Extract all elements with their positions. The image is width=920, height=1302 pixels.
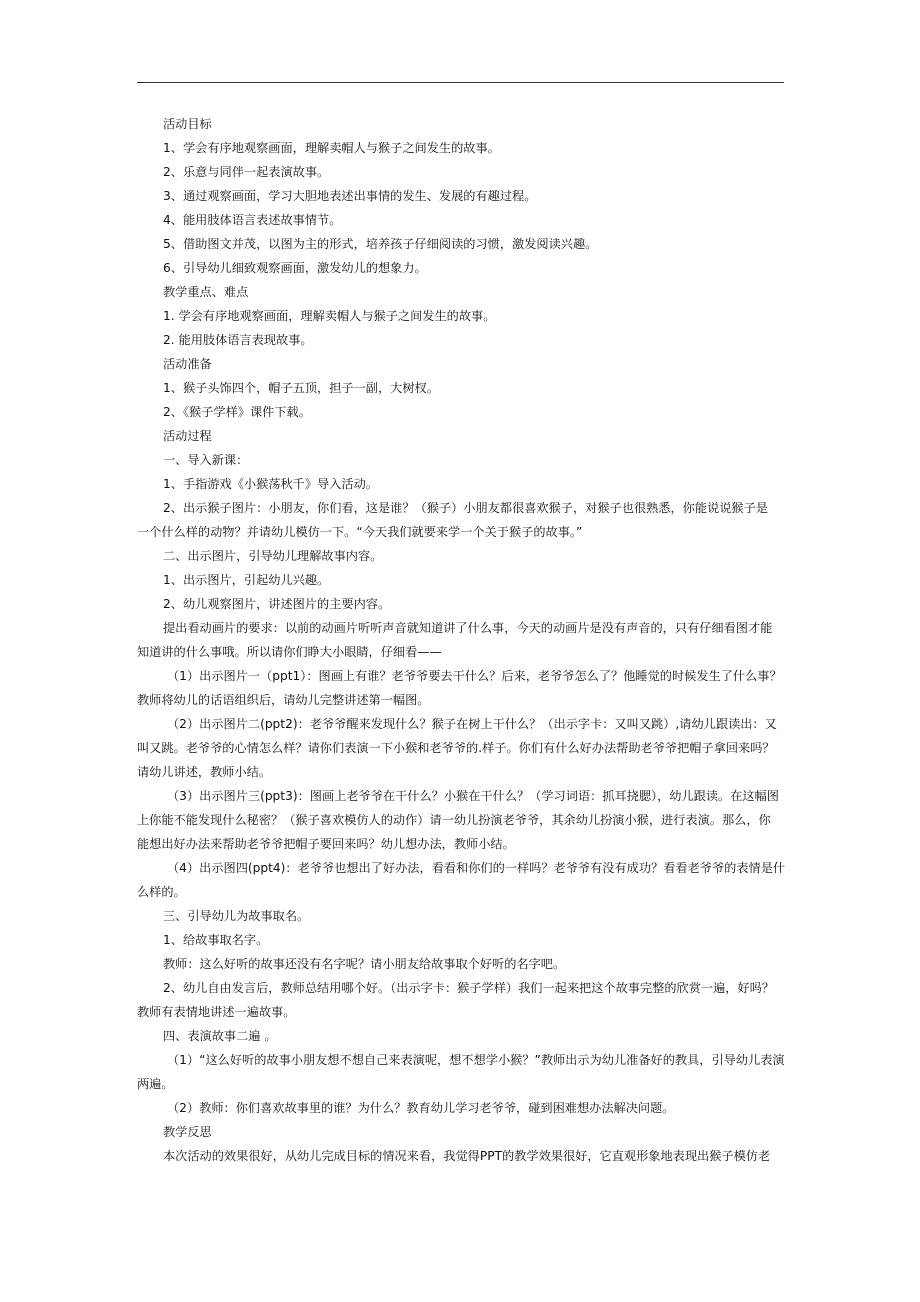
text-line: 活动目标: [163, 117, 212, 131]
text-line: 教学反思: [163, 1125, 212, 1139]
text-line: 四、表演故事二遍 。: [163, 1029, 277, 1043]
text-line: （1）出示图片一（ppt1）：图画上有谁？老爷爷要去干什么？后来，老爷爷怎么了？他睡觉的时候发生了什么事？: [167, 669, 782, 683]
text-line: 活动过程: [163, 429, 212, 443]
text-line: 1、手指游戏《小猴荡秋千》导入活动。: [163, 477, 378, 491]
text-line: 2、乐意与同伴一起表演故事。: [163, 165, 330, 179]
text-line: 3、通过观察画面，学习大胆地表述出事情的发生、发展的有趣过程。: [163, 189, 537, 203]
text-line: 1、学会有序地观察画面，理解卖帽人与猴子之间发生的故事。: [163, 141, 500, 155]
text-line: 两遍。: [137, 1077, 174, 1091]
text-line: （1）“这么好听的故事小朋友想不想自己来表演呢，想不想学小猴？”教师出示为幼儿准备好的教具，引导幼儿表演: [167, 1053, 785, 1067]
text-line: 1. 学会有序地观察画面，理解卖帽人与猴子之间发生的故事。: [163, 309, 496, 323]
text-line: 教师将幼儿的话语组织后，请幼儿完整讲述第一幅图。: [137, 693, 430, 707]
text-line: 能想出好办法来帮助老爷爷把帽子要回来吗？幼儿想办法，教师小结。: [137, 837, 515, 851]
text-line: 2、幼儿观察图片，讲述图片的主要内容。: [163, 597, 391, 611]
text-line: 叫又跳。老爷爷的心情怎么样？请你们表演一下小猴和老爷爷的.样子。你们有什么好办法帮助老爷爷把帽子拿回来吗？: [137, 741, 775, 755]
text-line: 知道讲的什么事哦。所以请你们睁大小眼睛，仔细看——: [137, 645, 442, 659]
text-line: 提出看动画片的要求：以前的动画片听听声音就知道讲了什么事，今天的动画片是没有声音的，只有仔细看图才能: [163, 621, 773, 635]
text-line: 么样的。: [137, 885, 186, 899]
text-line: （2）教师：你们喜欢故事里的谁？为什么？教育幼儿学习老爷爷，碰到困难想办法解决问题。: [167, 1101, 675, 1115]
text-line: 本次活动的效果很好，从幼儿完成目标的情况来看，我觉得PPT的教学效果很好，它直观形象地表现出猴子模仿老: [163, 1149, 771, 1163]
text-line: 一、导入新课：: [163, 453, 249, 467]
document-body: [137, 112, 787, 1168]
text-line: 5、借助图文并茂，以图为主的形式，培养孩子仔细阅读的习惯，激发阅读兴趣。: [163, 237, 598, 251]
text-line: 一个什么样的动物？并请幼儿模仿一下。“今天我们就要来学一个关于猴子的故事。”: [137, 525, 583, 539]
text-line: 6、引导幼儿细致观察画面，激发幼儿的想象力。: [163, 261, 427, 275]
text-line: 三、引导幼儿为故事取名。: [163, 909, 310, 923]
text-line: 1、给故事取名字。: [163, 933, 269, 947]
text-line: 教师：这么好听的故事还没有名字呢？请小朋友给故事取个好听的名字吧。: [163, 957, 566, 971]
text-line: 1、出示图片，引起幼儿兴趣。: [163, 573, 330, 587]
text-line: （3）出示图片三(ppt3)：图画上老爷爷在干什么？小猴在干什么？（学习词语：抓耳挠腮），幼儿跟读。在这幅图: [167, 789, 779, 803]
header-rule: [137, 82, 784, 83]
text-line: 2. 能用肢体语言表现故事。: [163, 333, 313, 347]
text-line: （4）出示图四(ppt4)：老爷爷也想出了好办法，看看和你们的一样吗？老爷爷有没有成功？看看老爷爷的表情是什: [167, 861, 786, 875]
text-line: 2、《猴子学样》课件下载。: [163, 405, 311, 419]
text-line: 上你能不能发现什么秘密？（猴子喜欢模仿人的动作）请一幼儿扮演老爷爷，其余幼儿扮演小猴，进行表演。那么，你: [137, 813, 771, 827]
text-line: 2、出示猴子图片：小朋友，你们看，这是谁？（猴子）小朋友都很喜欢猴子，对猴子也很熟悉，你能说说猴子是: [163, 501, 768, 515]
text-line: 4、能用肢体语言表述故事情节。: [163, 213, 342, 227]
text-line: 活动准备: [163, 357, 212, 371]
text-line: 1、猴子头饰四个，帽子五顶，担子一副，大树杈。: [163, 381, 439, 395]
text-line: 2、幼儿自由发言后，教师总结用哪个好。（出示字卡：猴子学样）我们一起来把这个故事完整的欣赏一遍，好吗？: [163, 981, 775, 995]
text-line: 请幼儿讲述，教师小结。: [137, 765, 272, 779]
text-line: 教学重点、难点: [163, 285, 249, 299]
text-line: 二、出示图片，引导幼儿理解故事内容。: [163, 549, 383, 563]
text-line: （2）出示图片二(ppt2)：老爷爷醒来发现什么？猴子在树上干什么？（出示字卡：又叫又跳）,请幼儿跟读出：又: [167, 717, 777, 731]
text-line: 教师有表情地讲述一遍故事。: [137, 1005, 296, 1019]
